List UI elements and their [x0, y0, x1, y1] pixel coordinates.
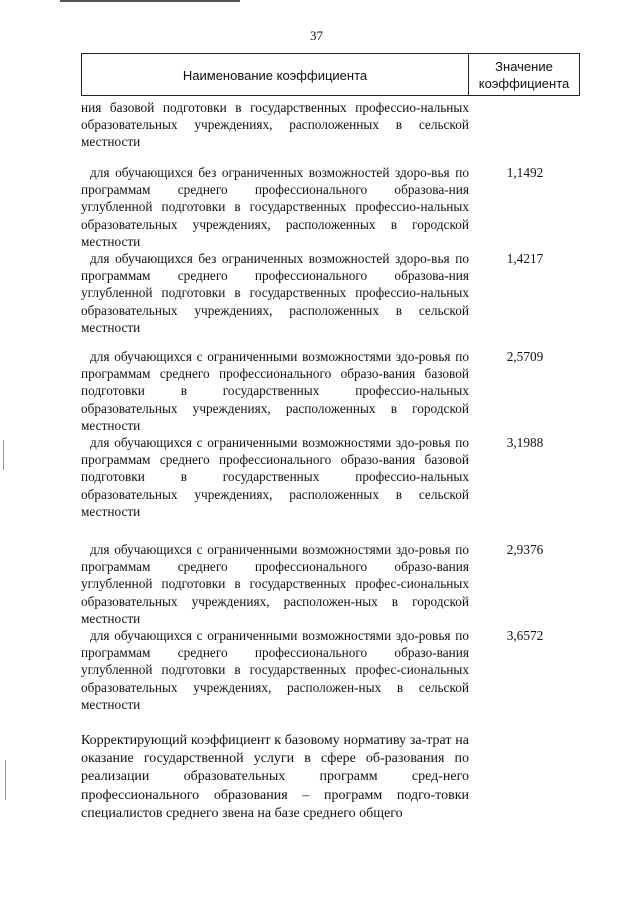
table-continuation-text: ния базовой подготовки в государственных профессио-нальных образовательных учреждениях, расположенных в сельской местности [81, 100, 469, 150]
table-row-text: для обучающихся с ограниченными возможностями здо-ровья по программам среднего профессионального образо-вания базовой подготовки в государственных профессио-нальных образовательных учреждениях, расположенных в городской местности [81, 349, 469, 433]
scan-edge-mark [3, 440, 4, 470]
column-header-name: Наименование коэффициента [82, 54, 469, 95]
table-row-value: 2,5709 [506, 349, 544, 364]
table-header [81, 53, 580, 96]
scan-artifact-line [60, 0, 240, 2]
table-row-value: 1,1492 [506, 165, 544, 180]
table-row-text: для обучающихся без ограниченных возможностей здоро-вья по программам среднего профессионального образова-ния углубленной подготовки в государственных профессио-нальных образовательных учреждениях, расположенных в городской местности [81, 165, 469, 249]
column-header-value-line2: коэффициента [478, 75, 570, 91]
scan-edge-mark [5, 760, 6, 800]
table-row-text: для обучающихся без ограниченных возможностей здоро-вья по программам среднего профессионального образова-ния углубленной подготовки в государственных профессио-нальных образовательных учреждениях, расположенных в сельской местности [81, 251, 469, 335]
closing-paragraph: Корректирующий коэффициент к базовому нормативу за-трат на оказание государственной услуги в сфере об-разования по реализации образовательных программ сред-него профессионального образования – программ подго-товки специалистов среднего звена на базе среднего общего [81, 733, 469, 821]
page-number: 37 [310, 28, 323, 43]
table-row-text: для обучающихся с ограниченными возможностями здо-ровья по программам среднего профессионального образо-вания углубленной подготовки в государственных профес-сиональных образовательных учреждениях, расположен-ных в сельской местности [81, 628, 469, 712]
table-row-value: 3,1988 [506, 435, 544, 450]
table-row-text: для обучающихся с ограниченными возможностями здо-ровья по программам среднего профессионального образо-вания углубленной подготовки в государственных профес-сиональных образовательных учреждениях, расположен-ных в городской местности [81, 542, 469, 626]
column-header-value-line1: Значение [495, 58, 553, 74]
table-row-text: для обучающихся с ограниченными возможностями здо-ровья по программам среднего профессионального образо-вания базовой подготовки в государственных профессио-нальных образовательных учреждениях, расположенных в сельской местности [81, 435, 469, 519]
table-row-value: 1,4217 [506, 251, 544, 266]
table-row-value: 2,9376 [506, 542, 544, 557]
table-row-value: 3,6572 [506, 628, 544, 643]
column-header-value [469, 54, 579, 95]
